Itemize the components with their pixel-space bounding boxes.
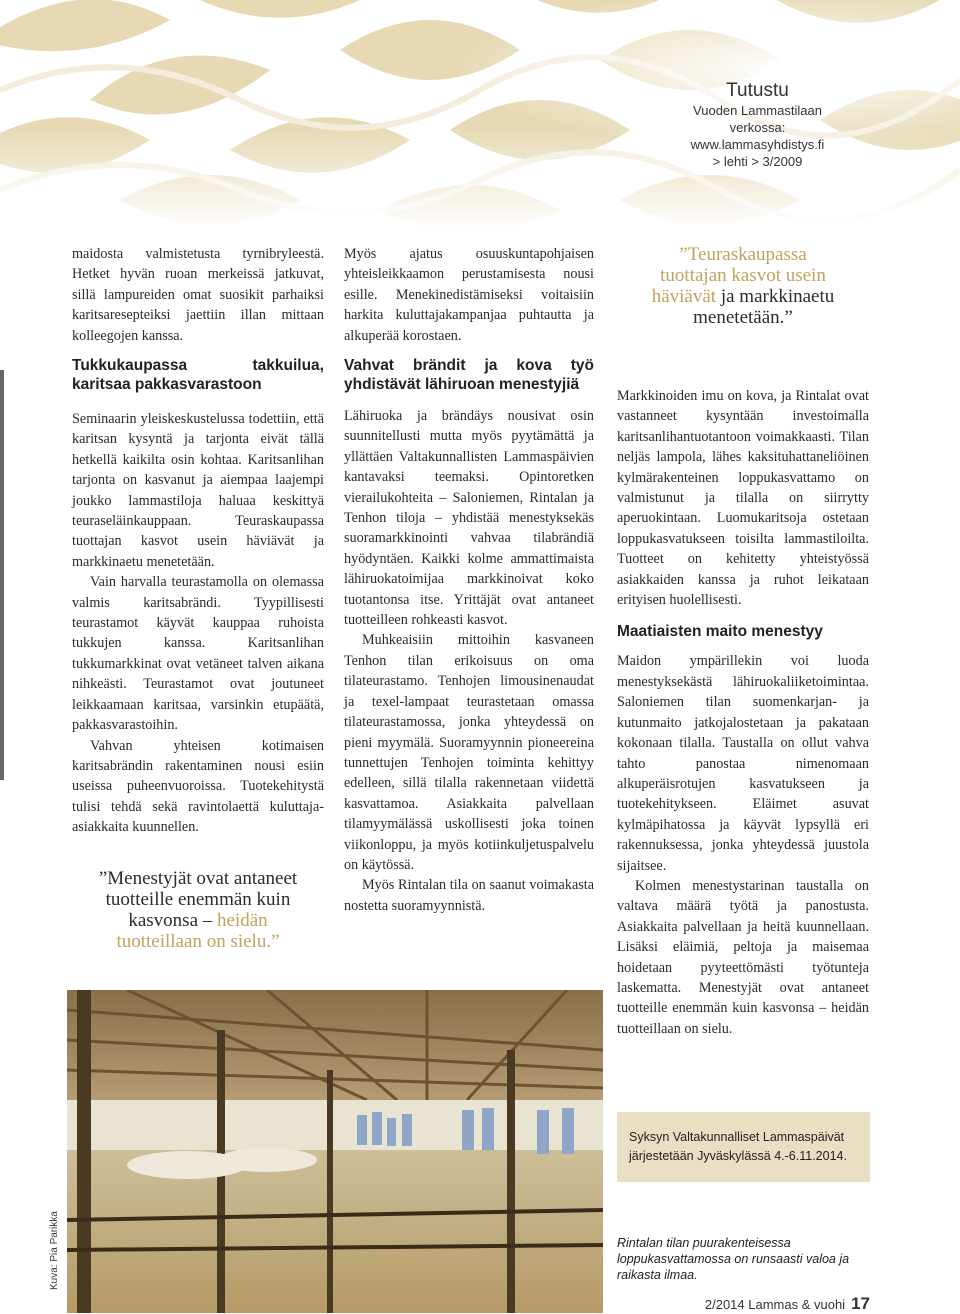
quote-line: menetetään.” — [693, 307, 793, 328]
quote-line: ”Menestyjät ovat antaneet — [98, 868, 298, 889]
column-1-intro — [72, 244, 324, 346]
photo-caption: Rintalan tilan puurakenteisessa loppukasvattamossa on runsaasti valoa ja raikasta ilmaa. — [617, 1236, 850, 1282]
pull-quote — [72, 868, 324, 952]
paragraph: Kolmen menestystarinan taustalla on valtava määrä työtä ja panostusta. Asiakkaita palvellaan ja heitä kuunnellaan. Lisäksi eläimiä, peltoja ja maisemaa hoidetaan pyyteettömästi työtunteja laskematta. Menestyjät ovat antaneet tuotteille enemmän kuin kasvonsa – heidän tuotteillaan on sielu. — [617, 877, 869, 1037]
credit-text: Kuva: Pia Parikka — [49, 1211, 60, 1290]
paragraph: maidosta valmistetusta tyrnibryleestä. Hetket hyvän ruoan merkeissä jatkuvat, sillä lampureiden omat suosikit parhaiksi karitsaresepteiksi jaettiin illan mittaan kolleegojen kanssa. — [72, 246, 324, 344]
section-heading: Vahvat brändit ja kova työ yhdistävät lähiruoan menestyjiä — [344, 357, 594, 393]
quote-line — [72, 910, 324, 931]
sidebar-line: > lehti > 3/2009 — [712, 154, 803, 169]
quote-accent: heidän — [217, 910, 268, 931]
issue-label: 2/2014 Lammas & vuohi — [704, 1297, 846, 1312]
quote-accent-line: tuotteillaan on sielu.” — [116, 931, 280, 952]
quote-text: ja markkinaetu — [716, 286, 835, 307]
paragraph: Markkinoiden imu on kova, ja Rintalat ovat vastanneet kysyntään investoimalla karitsanlihantuotantoon voimakkaasti. Tilan neljäs lampola, lähes kaksituhattaneliöinen kylmärakenteinen loppukasvattamo on valmistunut ja tilalla on siirrytty aperuokintaan. Luomukaritsoja ostetaan loppukasvatukseen toisilta lammastiloilta. Tuotteet on kehitetty yhteistyössä asiakkaiden kanssa ja ruhot leikataan erityisen huolellisesti. — [617, 388, 869, 609]
column-3-body — [617, 386, 869, 1039]
column-2-body — [344, 356, 594, 916]
quote-accent-line: tuottajan kasvot usein — [660, 265, 826, 286]
quote-accent: häviävät — [651, 286, 717, 307]
quote-line: tuotteille enemmän kuin — [105, 889, 291, 910]
section-heading: Tukkukaupassa takkuilua, karitsaa pakkasvarastoon — [72, 357, 324, 393]
sidebar-url[interactable]: www.lammasyhdistys.fi — [690, 137, 825, 152]
sidebar-title: Tutustu — [726, 80, 789, 101]
quote-line — [617, 286, 869, 307]
section-heading: Maatiaisten maito menestyy — [617, 623, 823, 641]
photo-credit — [49, 1200, 65, 1290]
page-footer — [680, 1294, 870, 1314]
paragraph: Muhkeaisiin mittoihin kasvaneen Tenhon tilan erikoisuus on oma tilateurastamo. Tenhojen limousinenaudat ja texel-lampaat teurastetaan omassa tilateurastamossa, jonka yhteydessä on pieni myymälä. Suoramyynnin pioneereina tunnettujen Tenhojen toiminta kehittyy edelleen, sillä tilalla rakennetaan viidettä kasvattamoa. Asiakkaita palvellaan tilamyymälässä uskollisesti joka toinen viikonloppu, ja myös kotiinkuljetuspalvelu on käytössä. — [344, 632, 594, 873]
margin-bar — [0, 370, 4, 780]
event-line: Syksyn Valtakunnalliset Lammaspäivät — [629, 1130, 845, 1144]
barn-photo — [67, 990, 603, 1313]
page-number: 17 — [851, 1294, 870, 1313]
pull-quote — [617, 244, 869, 328]
paragraph: Maidon ympärillekin voi luoda menestyksekästä lähiruokaliiketoimintaa. Saloniemen tilan suomenkarjan- ja kutunmaito jatkojalostetaan ja pakataan kokonaan tilalla. Taustalla on ollut vahva tahto panostaa nimenomaan alkuperäisrotujen kasvatukseen ja tuotekehitykseen. Eläimet asuvat kylmäpihatossa ja käyvät lypsyllä eri rakennuksessa, jonka yhteydessä juustola sijaitsee. — [617, 653, 869, 874]
column-2-intro — [344, 244, 594, 346]
paragraph: Myös ajatus osuuskuntapohjaisen yhteisleikkaamon perustamisesta nousi esille. Menekinedistämiseksi voitaisiin harkita kuluttajakampanjaa puhtautta ja alkuperää korostaen. — [344, 246, 594, 344]
paragraph: Vain harvalla teurastamolla on olemassa valmis karitsabrändi. Tyypillisesti teurastamot käyvät kauppaa ruhoista tukkujen kanssa. Karitsanlihan tukkumarkkinat ovat vetäneet talven aikana nihkeästi. Teurastamot ovat joutuneet leikkaamaan karitsaa, varsinkin etupäätä, pakkasvarastoihin. — [72, 574, 324, 734]
sidebar-line: verkossa: — [729, 120, 786, 135]
column-1-body — [72, 356, 324, 838]
sidebar-line: Vuoden Lammastilaan — [693, 103, 822, 118]
paragraph: Vahvan yhteisen kotimaisen karitsabrändin rakentaminen nousi esiin useissa puheenvuoroissa. Tuotekehitystä tulisi tehdä sekä ravintolaettä kuluttaja-asiakkaita kuunnellen. — [72, 737, 324, 836]
quote-text: kasvonsa – — [128, 910, 217, 931]
quote-accent-line: ”Teuraskaupassa — [679, 244, 807, 265]
paragraph: Myös Rintalan tila on saanut voimakasta nostetta suoramyynnistä. — [344, 877, 594, 914]
event-info-box — [617, 1112, 870, 1182]
paragraph: Lähiruoka ja brändäys nousivat osin suunnitellusti mutta myös pyytämättä ja yllättäen Valtakunnallisten Lammaspäivien kantavaksi teemaksi. Opintoretken vierailukohteita – Saloniemen, Rintalan ja Tenhon tiloja – yhdistää menestyksekäs suoramarkkinointi vahvaa tilabrändiä hyödyntäen. Kaikki kolme ammattimaista lähiruokatoimijaa markkinoivat koko tuotantonsa itse. Yrittäjät ovat antaneet tuotteilleen rohkeasti kasvot. — [344, 408, 594, 629]
sidebar-info — [640, 80, 875, 170]
event-line: järjestetään Jyväskylässä 4.-6.11.2014. — [629, 1149, 847, 1163]
paragraph: Seminaarin yleiskeskustelussa todettiin, että karitsan kysyntä ja tarjonta eivät tällä hetkellä kaikilta osin kohtaa. Karitsanlihan tarjonta on kasvanut ja aiempaa laajempi joukko lammastiloja haluaa keskittyä teuraseläinkauppaan. Teuraskaupassa tuottajan kasvot usein häviävät ja markkinaetu menetetään. — [72, 411, 324, 570]
